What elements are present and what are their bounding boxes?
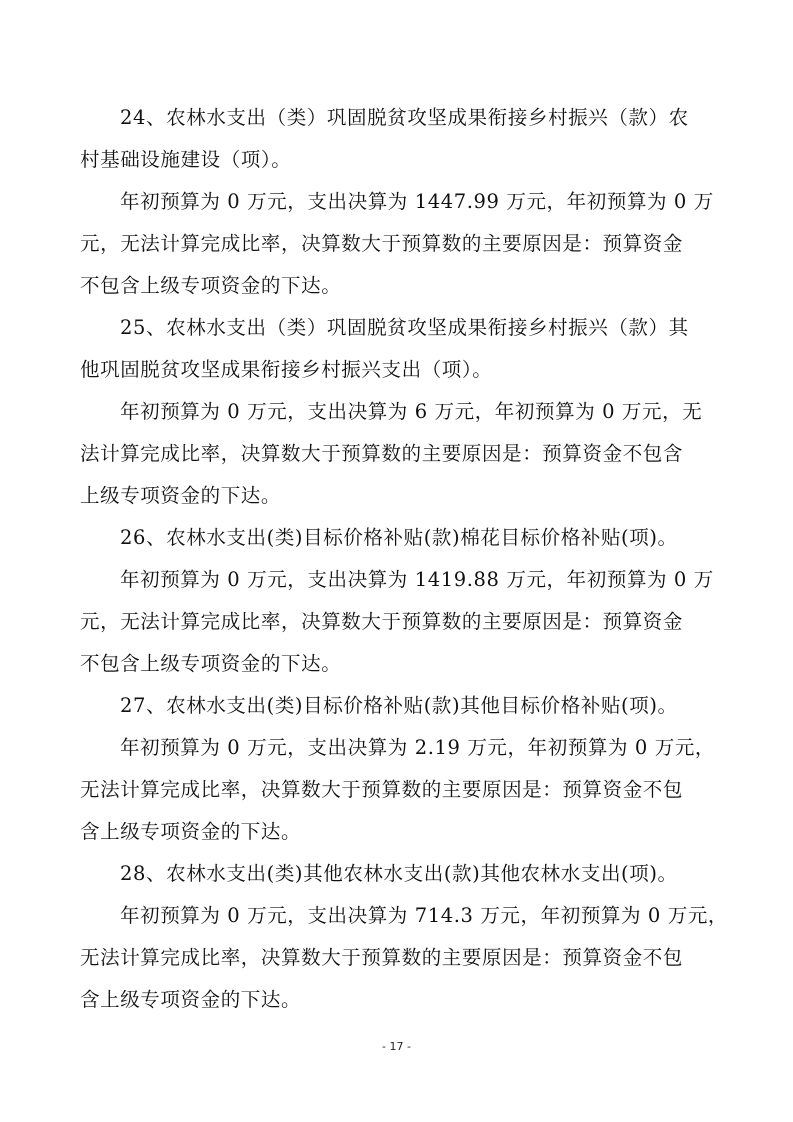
heading-item-24-line-2: 村基础设施建设（项）。 <box>80 148 292 171</box>
paragraph-item-25-line-1: 年初预算为 0 万元，支出决算为 6 万元，年初预算为 0 万元，无 <box>120 400 703 423</box>
heading-item-25-line-1: 25、农林水支出（类）巩固脱贫攻坚成果衔接乡村振兴（款）其 <box>120 316 689 339</box>
paragraph-item-28-line-1: 年初预算为 0 万元，支出决算为 714.3 万元，年初预算为 0 万元， <box>120 904 729 927</box>
heading-item-24-line-1: 24、农林水支出（类）巩固脱贫攻坚成果衔接乡村振兴（款）农 <box>120 106 689 129</box>
paragraph-item-24-line-1: 年初预算为 0 万元，支出决算为 1447.99 万元，年初预算为 0 万 <box>120 190 714 213</box>
paragraph-item-26-line-1: 年初预算为 0 万元，支出决算为 1419.88 万元，年初预算为 0 万 <box>120 568 714 591</box>
page-number: - 17 - <box>382 1040 411 1053</box>
paragraph-item-27-line-3: 含上级专项资金的下达。 <box>80 820 302 843</box>
paragraph-item-25-line-2: 法计算完成比率，决算数大于预算数的主要原因是：预算资金不包含 <box>80 442 684 465</box>
paragraph-item-25-line-3: 上级专项资金的下达。 <box>80 484 282 507</box>
heading-item-25-line-2: 他巩固脱贫攻坚成果衔接乡村振兴支出（项）。 <box>80 358 493 381</box>
heading-item-26: 26、农林水支出(类)目标价格补贴(款)棉花目标价格补贴(项)。 <box>120 526 678 549</box>
paragraph-item-28-line-2: 无法计算完成比率，决算数大于预算数的主要原因是：预算资金不包 <box>80 946 684 969</box>
paragraph-item-27-line-1: 年初预算为 0 万元，支出决算为 2.19 万元，年初预算为 0 万元， <box>120 736 716 759</box>
paragraph-item-27-line-2: 无法计算完成比率，决算数大于预算数的主要原因是：预算资金不包 <box>80 778 684 801</box>
paragraph-item-24-line-3: 不包含上级专项资金的下达。 <box>80 274 342 297</box>
paragraph-item-28-line-3: 含上级专项资金的下达。 <box>80 988 302 1011</box>
paragraph-item-26-line-2: 元，无法计算完成比率，决算数大于预算数的主要原因是：预算资金 <box>80 610 684 633</box>
paragraph-item-26-line-3: 不包含上级专项资金的下达。 <box>80 652 342 675</box>
heading-item-27: 27、农林水支出(类)目标价格补贴(款)其他目标价格补贴(项)。 <box>120 694 678 717</box>
heading-item-28: 28、农林水支出(类)其他农林水支出(款)其他农林水支出(项)。 <box>120 862 678 885</box>
paragraph-item-24-line-2: 元，无法计算完成比率，决算数大于预算数的主要原因是：预算资金 <box>80 232 684 255</box>
